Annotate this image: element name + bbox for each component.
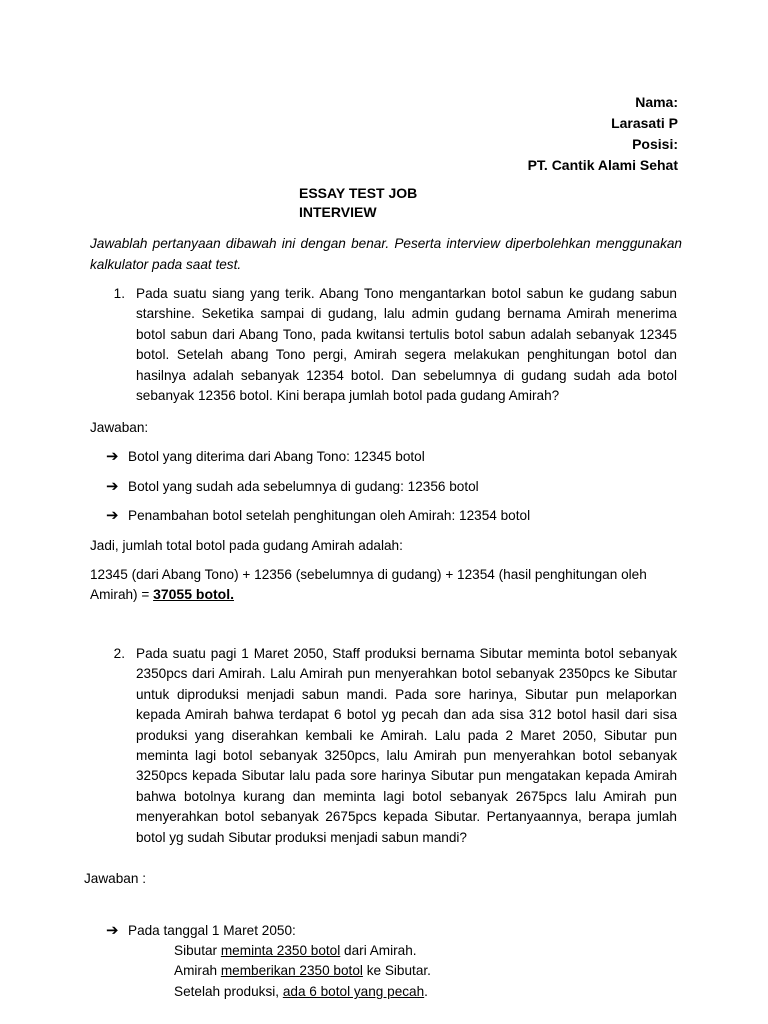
question-2-line: kepada Amirah bahwa terdapat 6 botol yg pecah dan ada sisa 312 botol hasil dari sisa bbox=[136, 707, 677, 723]
question-1-line: sebanyak 12356 botol. Kini berapa jumlah botol pada gudang Amirah? bbox=[136, 388, 560, 404]
nama-value: Larasati P bbox=[611, 115, 678, 131]
subline-text: Setelah produksi, bbox=[174, 984, 283, 999]
answer-1-item bbox=[106, 477, 479, 497]
question-2-line: produksi yang diserahkan kembali ke Amirah. Lalu pada 2 Maret 2050, Sibutar pun bbox=[136, 727, 677, 743]
answer-1-item-text: Botol yang sudah ada sebelumnya di gudang: 12356 botol bbox=[128, 479, 479, 494]
subline-text: Sibutar bbox=[174, 943, 221, 958]
question-2-line: menyerahkan botol sebanyak 2675pcs kepada Sibutar. Pertanyaannya, berapa jumlah bbox=[136, 809, 677, 825]
title-line-2: INTERVIEW bbox=[299, 204, 377, 220]
question-2-line: 2350pcs dari Amirah. Lalu Amirah pun menyerahkan botol sebanyak 2350pcs ke Sibutar bbox=[136, 666, 677, 682]
answer-1-conclusion: Jadi, jumlah total botol pada gudang Amirah adalah: bbox=[90, 538, 403, 553]
subline-text: ke Sibutar. bbox=[362, 963, 431, 978]
subline-underlined: meminta 2350 botol bbox=[220, 943, 341, 958]
answer-2-item-text: Pada tanggal 1 Maret 2050: bbox=[128, 923, 296, 938]
question-1-line: starshine. Seketika sampai di gudang, lalu admin gudang bernama Amirah menerima bbox=[136, 306, 677, 322]
answer-2-item bbox=[106, 921, 296, 941]
question-2-line: 3250pcs kepada Sibutar lalu pada sore harinya Sibutar pun mengatakan kepada Amirah bbox=[136, 768, 677, 784]
arrow-right-icon: ➔ bbox=[106, 448, 119, 465]
answer-1-formula-prefix: Amirah) = bbox=[90, 587, 154, 602]
question-2-line: bahwa botolnya kurang dan meminta lagi botol sebanyak 2675pcs lalu Amirah pun bbox=[136, 788, 677, 804]
answer-2-label: Jawaban : bbox=[84, 871, 146, 886]
question-2-text bbox=[136, 644, 677, 848]
answer-1-item-text: Penambahan botol setelah penghitungan oleh Amirah: 12354 botol bbox=[128, 508, 531, 523]
answer-1-item-text: Botol yang diterima dari Abang Tono: 12345 botol bbox=[128, 449, 425, 464]
question-2-line: untuk diproduksi menjadi sabun mandi. Pada sore harinya, Sibutar pun melaporkan bbox=[136, 686, 677, 702]
posisi-value: PT. Cantik Alami Sehat bbox=[527, 157, 678, 173]
answer-1-item bbox=[106, 447, 425, 467]
subline-text: Amirah bbox=[174, 963, 221, 978]
arrow-right-icon: ➔ bbox=[106, 478, 119, 495]
subline-text: dari Amirah. bbox=[340, 943, 417, 958]
subline-underlined: memberikan 2350 botol bbox=[220, 963, 363, 978]
title-line-1: ESSAY TEST JOB bbox=[299, 185, 418, 201]
question-2-number: 2. bbox=[113, 646, 125, 661]
question-1-number: 1. bbox=[113, 286, 125, 301]
answer-2-subline bbox=[174, 961, 431, 981]
answer-1-result: 37055 botol. bbox=[153, 586, 234, 602]
question-2-line: botol yg sudah Sibutar produksi menjadi sabun mandi? bbox=[136, 829, 467, 845]
posisi-label: Posisi: bbox=[632, 136, 678, 152]
nama-label: Nama: bbox=[635, 94, 678, 110]
question-2-line: Pada suatu pagi 1 Maret 2050, Staff produksi bernama Sibutar meminta botol sebanyak bbox=[136, 646, 677, 661]
answer-1-item bbox=[106, 506, 530, 526]
question-1-line: botol. Setelah abang Tono pergi, Amirah segera melakukan penghitungan botol dan bbox=[136, 347, 677, 363]
subline-underlined: ada 6 botol yang pecah bbox=[282, 984, 425, 999]
intro-instructions: Jawablah pertanyaan dibawah ini dengan benar. Peserta interview diperbolehkan menggunakan kalkulator pada saat test. bbox=[90, 236, 682, 272]
arrow-right-icon: ➔ bbox=[106, 922, 119, 939]
question-1-text bbox=[136, 284, 677, 406]
question-1-line: botol sabun dari Abang Tono, pada kwitansi tertulis botol sabun adalah sebanyak 12345 bbox=[136, 326, 677, 342]
question-1-line: Pada suatu siang yang terik. Abang Tono mengantarkan botol sabun ke gudang sabun bbox=[136, 286, 677, 301]
question-2-line: meminta lagi botol sebanyak 3250pcs, lalu Amirah pun menyerahkan botol sebanyak bbox=[136, 748, 677, 764]
arrow-right-icon: ➔ bbox=[106, 507, 119, 524]
answer-1-formula-line-1: 12345 (dari Abang Tono) + 12356 (sebelumnya di gudang) + 12354 (hasil penghitungan oleh bbox=[90, 567, 647, 582]
answer-2-subline bbox=[174, 941, 417, 961]
answer-2-subline bbox=[174, 982, 428, 1002]
subline-text: . bbox=[424, 984, 428, 999]
question-1-line: hasilnya adalah sebanyak 12354 botol. Dan sebelumnya di gudang sudah ada botol bbox=[136, 367, 677, 383]
answer-1-label: Jawaban: bbox=[90, 420, 149, 435]
answer-1-formula-line-2 bbox=[90, 584, 234, 605]
